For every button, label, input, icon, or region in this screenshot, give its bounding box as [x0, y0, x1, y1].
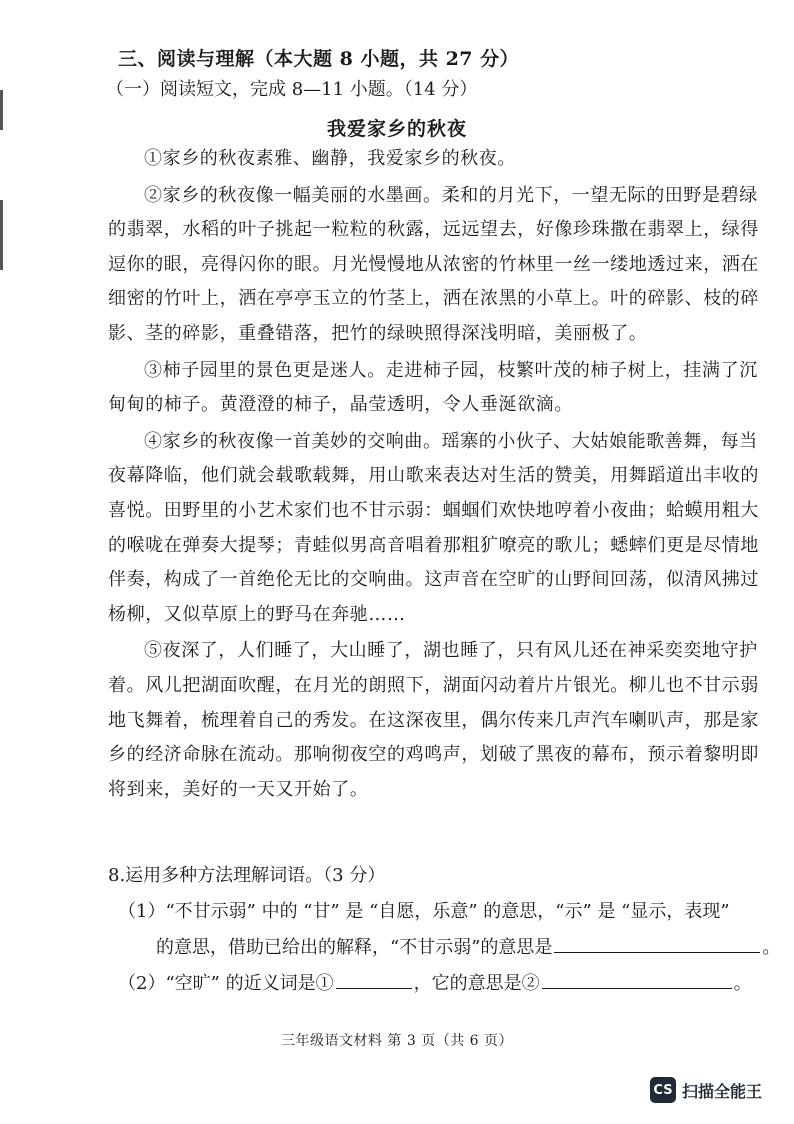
- camscanner-watermark: [650, 1075, 762, 1105]
- paragraph-1: ①家乡的秋夜素雅、幽静，我爱家乡的秋夜。: [144, 148, 516, 169]
- reading-subtitle: （一）阅读短文，完成 8—11 小题。（14 分）: [106, 79, 478, 100]
- question-8-1-line-2: [156, 930, 788, 966]
- camscanner-logo-icon: CS: [650, 1077, 676, 1103]
- question-8-2-text-b: ，它的意思是②: [413, 973, 540, 994]
- section-title: 三、阅读与理解（本大题 8 小题，共 27 分）: [118, 48, 520, 70]
- question-8-1-line-1: （1）“不甘示弱” 中的 “甘” 是 “自愿，乐意” 的意思，“示” 是 “显示，表现”: [118, 901, 730, 922]
- paragraph-2: ②家乡的秋夜像一幅美丽的水墨画。柔和的月光下，一望无际的田野是碧绿的翡翠，水稻的叶子挑起一粒粒的秋露，远远望去，好像珍珠撒在翡翠上，绿得逗你的眼，亮得闪你的眼。月光慢慢地从浓密的竹林里一丝一缕地透过来，洒在细密的竹叶上，洒在亭亭玉立的竹茎上，洒在浓黑的小草上。叶的碎影、枝的碎影、茎的碎影，重叠错落，把竹的绿映照得深浅明暗，美丽极了。: [108, 184, 759, 344]
- watermark-text: 扫描全能王: [682, 1081, 763, 1101]
- paragraph-3: ③柿子园里的景色更是迷人。走进柿子园，枝繁叶茂的柿子树上，挂满了沉甸甸的柿子。黄澄澄的柿子，晶莹透明，令人垂涎欲滴。: [108, 359, 758, 416]
- question-8-1-text: 的意思，借助已给出的解释，“不甘示弱”的意思是: [156, 937, 553, 958]
- question-8-2-line: [118, 966, 788, 1002]
- page-footer: 三年级语文材料 第 3 页（共 6 页）: [280, 1033, 514, 1049]
- essay-title: 我爱家乡的秋夜: [326, 118, 467, 140]
- answer-blank-meaning[interactable]: [554, 930, 760, 953]
- question-8-2-end: 。: [733, 973, 752, 994]
- answer-blank-synonym[interactable]: [336, 966, 412, 989]
- essay-passage: [108, 142, 776, 809]
- question-8-2-text-a: （2）“空旷” 的近义词是①: [118, 973, 334, 994]
- paragraph-4: ④家乡的秋夜像一首美妙的交响曲。瑶寨的小伙子、大姑娘能歌善舞，每当夜幕降临，他们就会载歌载舞，用山歌来表达对生活的赞美，用舞蹈道出丰收的喜悦。田野里的小艺术家们也不甘示弱：蝈蝈们欢快地哼着小夜曲；蛤蟆用粗大的喉咙在弹奏大提琴；青蛙似男高音唱着那粗犷嘹亮的歌儿；蟋蟀们更是尽情地伴奏，构成了一首绝伦无比的交响曲。这声音在空旷的山野间回荡，似清风拂过杨柳，又似草原上的野马在奔驰……: [108, 430, 759, 625]
- paragraph-5: ⑤夜深了，人们睡了，大山睡了，湖也睡了，只有风儿还在神采奕奕地守护着。风儿把湖面吹醒，在月光的朗照下，湖面闪动着片片银光。柳儿也不甘示弱地飞舞着，梳理着自己的秀发。在这深夜里，偶尔传来几声汽车喇叭声，那是家乡的经济命脉在流动。那响彻夜空的鸡鸣声，划破了黑夜的幕布，预示着黎明即将到来，美好的一天又开始了。: [108, 640, 759, 800]
- scan-edge-mark: [0, 200, 3, 270]
- question-8-1-end: 。: [762, 937, 781, 958]
- question-8-stem: 8.运用多种方法理解词语。（3 分）: [108, 865, 386, 886]
- answer-blank-definition[interactable]: [542, 966, 732, 989]
- question-8: [108, 858, 788, 1002]
